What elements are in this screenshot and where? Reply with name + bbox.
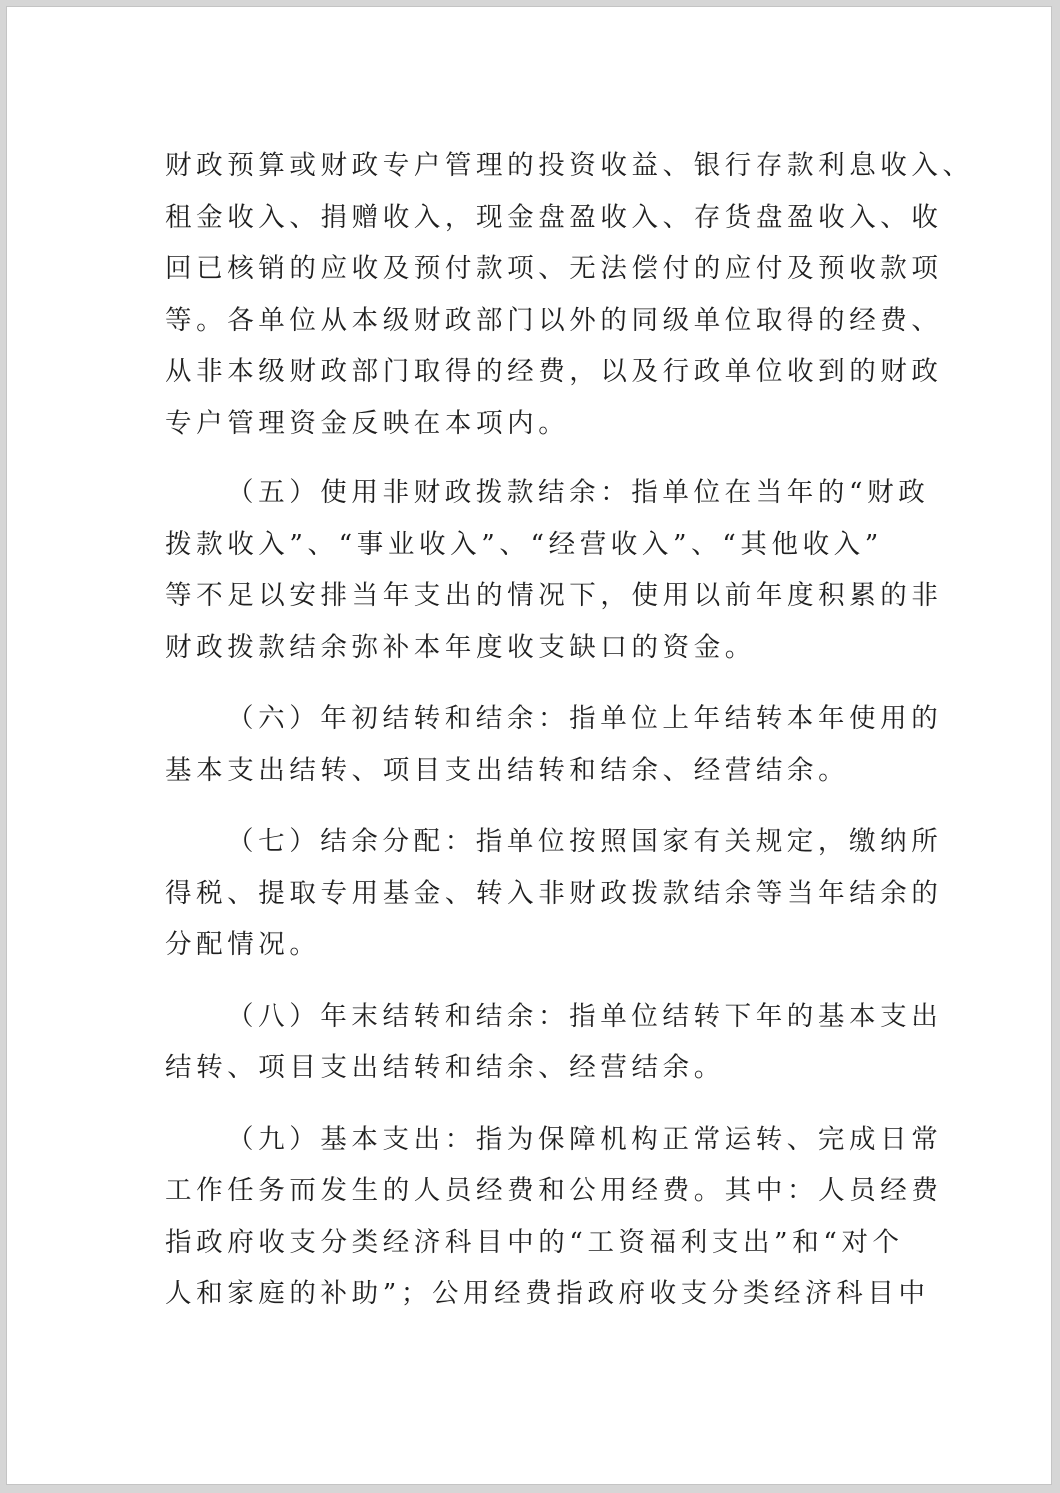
text-line-content: （五）使用非财政拨款结余：指单位在当年的“财政 [227, 477, 930, 508]
text-line: 结转、项目支出结转和结余、经营结余。 [165, 1052, 725, 1083]
text-line: 工作任务而发生的人员经费和公用经费。其中：人员经费 [165, 1175, 943, 1206]
text-line: 财政拨款结余弥补本年度收支缺口的资金。 [165, 631, 756, 663]
text-line: 基本支出结转、项目支出结转和结余、经营结余。 [165, 754, 850, 786]
text-line: 从非本级财政部门取得的经费，以及行政单位收到的财政 [165, 356, 943, 387]
document-page [6, 6, 1052, 1485]
paragraph-item-6 [165, 693, 943, 796]
text-line-content: （八）年末结转和结余：指单位结转下年的基本支出 [227, 1000, 943, 1032]
text-line: 专户管理资金反映在本项内。 [165, 407, 570, 439]
text-line [165, 1114, 943, 1166]
paragraph-item-5 [165, 467, 943, 673]
text-line: 财政预算或财政专户管理的投资收益、银行存款利息收入、 [165, 150, 974, 181]
text-line-content: （九）基本支出：指为保障机构正常运转、完成日常 [227, 1123, 943, 1155]
text-line: 等不足以安排当年支出的情况下，使用以前年度积累的非 [165, 580, 943, 611]
text-line-content: （六）年初结转和结余：指单位上年结转本年使用的 [227, 703, 943, 734]
text-line: 人和家庭的补助”；公用经费指政府收支分类经济科目中 [165, 1278, 930, 1309]
text-line: 等。各单位从本级财政部门以外的同级单位取得的经费、 [165, 304, 943, 336]
paragraph-item-8 [165, 991, 943, 1094]
text-line [165, 693, 943, 745]
text-line: 拨款收入”、“事业收入”、“经营收入”、“其他收入” [165, 528, 883, 560]
paragraph-item-7 [165, 816, 943, 971]
text-line: 得税、提取专用基金、转入非财政拨款结余等当年结余的 [165, 877, 943, 909]
text-line-content: （七）结余分配：指单位按照国家有关规定，缴纳所 [227, 826, 943, 857]
text-line: 回已核销的应收及预付款项、无法偿付的应付及预收款项 [165, 253, 943, 284]
text-line: 分配情况。 [165, 929, 321, 960]
text-line [165, 467, 930, 519]
paragraph-item-9 [165, 1114, 943, 1320]
text-line: 租金收入、捐赠收入，现金盘盈收入、存货盘盈收入、收 [165, 201, 943, 233]
document-body [165, 140, 974, 1340]
paragraph-income-continuation [165, 140, 974, 449]
text-line [165, 991, 943, 1043]
text-line: 指政府收支分类经济科目中的“工资福利支出”和“对个 [165, 1226, 904, 1258]
text-line [165, 816, 943, 868]
